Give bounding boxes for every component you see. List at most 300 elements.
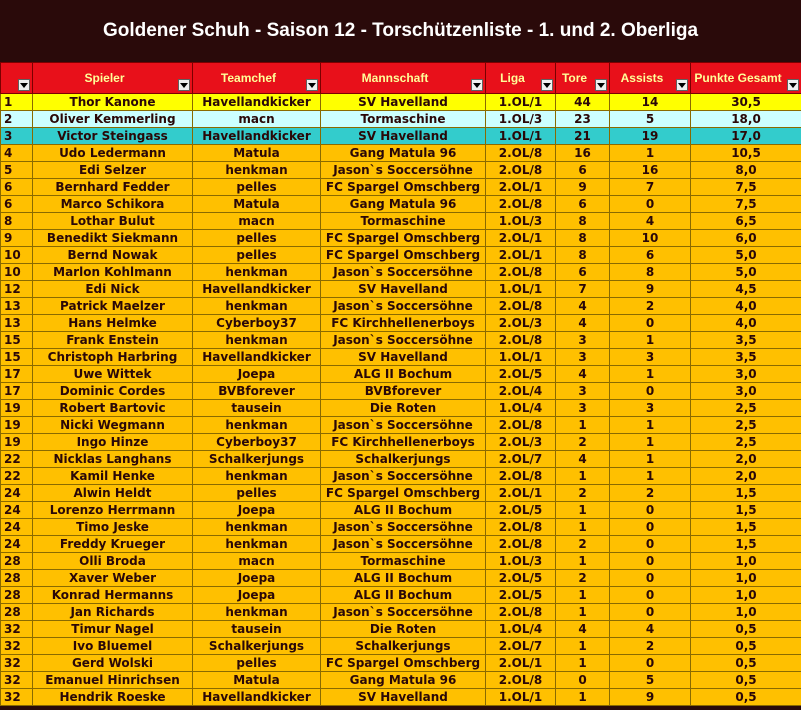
cell-mannschaft: ALG II Bochum — [321, 502, 486, 519]
cell-assists: 4 — [610, 621, 691, 638]
cell-punkte: 17,0 — [691, 128, 801, 145]
cell-spieler: Victor Steingass — [33, 128, 193, 145]
cell-liga: 2.OL/8 — [486, 519, 556, 536]
cell-assists: 9 — [610, 689, 691, 706]
cell-liga: 2.OL/1 — [486, 655, 556, 672]
cell-punkte: 2,0 — [691, 468, 801, 485]
cell-assists: 2 — [610, 298, 691, 315]
cell-teamchef: pelles — [193, 230, 321, 247]
cell-liga: 2.OL/8 — [486, 672, 556, 689]
table-row — [1, 519, 801, 536]
table-row — [1, 468, 801, 485]
filter-dropdown-icon[interactable] — [541, 79, 553, 91]
cell-assists: 4 — [610, 213, 691, 230]
cell-punkte: 1,0 — [691, 570, 801, 587]
table-row — [1, 264, 801, 281]
table-row — [1, 128, 801, 145]
table-row — [1, 94, 801, 111]
cell-tore: 4 — [556, 621, 610, 638]
cell-punkte: 1,5 — [691, 485, 801, 502]
cell-rank: 13 — [1, 315, 33, 332]
cell-mannschaft: Jason`s Soccersöhne — [321, 417, 486, 434]
cell-tore: 1 — [556, 502, 610, 519]
cell-punkte: 30,5 — [691, 94, 801, 111]
cell-spieler: Gerd Wolski — [33, 655, 193, 672]
cell-spieler: Kamil Henke — [33, 468, 193, 485]
cell-punkte: 0,5 — [691, 689, 801, 706]
cell-rank: 3 — [1, 128, 33, 145]
cell-spieler: Edi Nick — [33, 281, 193, 298]
cell-liga: 2.OL/8 — [486, 145, 556, 162]
cell-spieler: Bernhard Fedder — [33, 179, 193, 196]
cell-rank: 6 — [1, 196, 33, 213]
filter-dropdown-icon[interactable] — [471, 79, 483, 91]
page-title: Goldener Schuh - Saison 12 - Torschützenliste - 1. und 2. Oberliga — [0, 0, 801, 62]
cell-punkte: 0,5 — [691, 621, 801, 638]
cell-rank: 15 — [1, 332, 33, 349]
cell-spieler: Ingo Hinze — [33, 434, 193, 451]
cell-spieler: Dominic Cordes — [33, 383, 193, 400]
cell-assists: 0 — [610, 519, 691, 536]
cell-spieler: Lothar Bulut — [33, 213, 193, 230]
table-row — [1, 485, 801, 502]
cell-spieler: Robert Bartovic — [33, 400, 193, 417]
cell-punkte: 2,5 — [691, 434, 801, 451]
cell-teamchef: pelles — [193, 179, 321, 196]
cell-mannschaft: Jason`s Soccersöhne — [321, 162, 486, 179]
cell-assists: 1 — [610, 332, 691, 349]
table-row — [1, 111, 801, 128]
cell-liga: 1.OL/3 — [486, 553, 556, 570]
cell-teamchef: BVBforever — [193, 383, 321, 400]
cell-rank: 32 — [1, 638, 33, 655]
cell-liga: 1.OL/4 — [486, 621, 556, 638]
cell-rank: 6 — [1, 179, 33, 196]
column-header-mannschaft-label: Mannschaft — [361, 71, 429, 85]
cell-mannschaft: FC Kirchhellenerboys — [321, 434, 486, 451]
table-row — [1, 383, 801, 400]
cell-mannschaft: SV Havelland — [321, 128, 486, 145]
cell-liga: 2.OL/8 — [486, 298, 556, 315]
cell-tore: 2 — [556, 570, 610, 587]
cell-rank: 17 — [1, 383, 33, 400]
column-header-rank — [1, 63, 33, 94]
cell-tore: 9 — [556, 179, 610, 196]
cell-teamchef: pelles — [193, 247, 321, 264]
cell-assists: 3 — [610, 349, 691, 366]
cell-mannschaft: Die Roten — [321, 400, 486, 417]
cell-punkte: 2,5 — [691, 417, 801, 434]
cell-teamchef: henkman — [193, 332, 321, 349]
column-header-tore — [556, 63, 610, 94]
cell-punkte: 0,5 — [691, 655, 801, 672]
cell-mannschaft: FC Spargel Omschberg — [321, 230, 486, 247]
cell-tore: 6 — [556, 264, 610, 281]
cell-tore: 8 — [556, 213, 610, 230]
cell-assists: 0 — [610, 502, 691, 519]
cell-rank: 1 — [1, 94, 33, 111]
cell-liga: 1.OL/1 — [486, 349, 556, 366]
cell-rank: 32 — [1, 689, 33, 706]
cell-punkte: 4,0 — [691, 315, 801, 332]
cell-punkte: 0,5 — [691, 638, 801, 655]
cell-assists: 0 — [610, 553, 691, 570]
cell-rank: 28 — [1, 604, 33, 621]
cell-teamchef: Havellandkicker — [193, 94, 321, 111]
cell-spieler: Benedikt Siekmann — [33, 230, 193, 247]
cell-rank: 2 — [1, 111, 33, 128]
cell-assists: 2 — [610, 638, 691, 655]
cell-liga: 2.OL/8 — [486, 196, 556, 213]
cell-liga: 1.OL/1 — [486, 94, 556, 111]
column-header-mannschaft — [321, 63, 486, 94]
cell-spieler: Thor Kanone — [33, 94, 193, 111]
cell-liga: 2.OL/5 — [486, 570, 556, 587]
cell-assists: 3 — [610, 400, 691, 417]
cell-liga: 2.OL/1 — [486, 247, 556, 264]
cell-tore: 1 — [556, 519, 610, 536]
cell-mannschaft: ALG II Bochum — [321, 366, 486, 383]
cell-mannschaft: Gang Matula 96 — [321, 196, 486, 213]
table-row — [1, 570, 801, 587]
cell-punkte: 3,5 — [691, 349, 801, 366]
cell-teamchef: Schalkerjungs — [193, 451, 321, 468]
cell-mannschaft: Jason`s Soccersöhne — [321, 519, 486, 536]
cell-liga: 2.OL/8 — [486, 468, 556, 485]
cell-tore: 2 — [556, 485, 610, 502]
cell-spieler: Ivo Bluemel — [33, 638, 193, 655]
cell-liga: 2.OL/5 — [486, 587, 556, 604]
cell-spieler: Frank Enstein — [33, 332, 193, 349]
cell-rank: 32 — [1, 621, 33, 638]
cell-tore: 4 — [556, 298, 610, 315]
cell-tore: 1 — [556, 655, 610, 672]
cell-tore: 44 — [556, 94, 610, 111]
cell-assists: 6 — [610, 247, 691, 264]
cell-liga: 1.OL/1 — [486, 689, 556, 706]
column-header-assists — [610, 63, 691, 94]
cell-tore: 1 — [556, 468, 610, 485]
cell-spieler: Patrick Maelzer — [33, 298, 193, 315]
cell-tore: 1 — [556, 553, 610, 570]
table-row — [1, 604, 801, 621]
cell-tore: 21 — [556, 128, 610, 145]
cell-liga: 2.OL/8 — [486, 162, 556, 179]
table-row — [1, 400, 801, 417]
cell-liga: 2.OL/8 — [486, 332, 556, 349]
cell-spieler: Olli Broda — [33, 553, 193, 570]
cell-teamchef: macn — [193, 553, 321, 570]
cell-liga: 2.OL/8 — [486, 604, 556, 621]
table-row — [1, 536, 801, 553]
cell-assists: 0 — [610, 196, 691, 213]
cell-spieler: Jan Richards — [33, 604, 193, 621]
cell-spieler: Marlon Kohlmann — [33, 264, 193, 281]
cell-spieler: Konrad Hermanns — [33, 587, 193, 604]
cell-punkte: 1,0 — [691, 553, 801, 570]
cell-punkte: 4,0 — [691, 298, 801, 315]
cell-assists: 0 — [610, 587, 691, 604]
cell-tore: 6 — [556, 196, 610, 213]
cell-rank: 19 — [1, 434, 33, 451]
cell-teamchef: henkman — [193, 519, 321, 536]
cell-mannschaft: SV Havelland — [321, 689, 486, 706]
cell-tore: 7 — [556, 281, 610, 298]
cell-tore: 2 — [556, 434, 610, 451]
cell-assists: 19 — [610, 128, 691, 145]
cell-mannschaft: Jason`s Soccersöhne — [321, 332, 486, 349]
cell-teamchef: Havellandkicker — [193, 689, 321, 706]
cell-mannschaft: FC Spargel Omschberg — [321, 179, 486, 196]
filter-dropdown-icon[interactable] — [18, 79, 30, 91]
cell-assists: 1 — [610, 366, 691, 383]
cell-tore: 4 — [556, 366, 610, 383]
cell-liga: 2.OL/7 — [486, 638, 556, 655]
cell-rank: 19 — [1, 400, 33, 417]
cell-teamchef: Matula — [193, 672, 321, 689]
table-row — [1, 451, 801, 468]
cell-tore: 1 — [556, 689, 610, 706]
table-row — [1, 672, 801, 689]
cell-mannschaft: Jason`s Soccersöhne — [321, 264, 486, 281]
cell-tore: 3 — [556, 383, 610, 400]
cell-tore: 3 — [556, 400, 610, 417]
cell-tore: 8 — [556, 247, 610, 264]
cell-mannschaft: BVBforever — [321, 383, 486, 400]
cell-teamchef: henkman — [193, 536, 321, 553]
cell-punkte: 2,5 — [691, 400, 801, 417]
cell-teamchef: henkman — [193, 162, 321, 179]
cell-teamchef: henkman — [193, 264, 321, 281]
column-header-liga-label: Liga — [500, 71, 525, 85]
cell-mannschaft: Tormaschine — [321, 111, 486, 128]
cell-assists: 1 — [610, 417, 691, 434]
cell-rank: 24 — [1, 519, 33, 536]
column-header-punkte — [691, 63, 801, 94]
cell-assists: 1 — [610, 434, 691, 451]
filter-dropdown-icon[interactable] — [595, 79, 607, 91]
filter-dropdown-icon[interactable] — [787, 79, 799, 91]
scorer-table — [0, 62, 801, 706]
column-header-liga — [486, 63, 556, 94]
cell-mannschaft: Jason`s Soccersöhne — [321, 604, 486, 621]
table-row — [1, 434, 801, 451]
filter-dropdown-icon[interactable] — [306, 79, 318, 91]
cell-assists: 10 — [610, 230, 691, 247]
cell-spieler: Nicki Wegmann — [33, 417, 193, 434]
cell-punkte: 6,0 — [691, 230, 801, 247]
cell-liga: 2.OL/4 — [486, 383, 556, 400]
cell-tore: 4 — [556, 451, 610, 468]
table-row — [1, 230, 801, 247]
cell-rank: 32 — [1, 672, 33, 689]
cell-spieler: Timo Jeske — [33, 519, 193, 536]
cell-punkte: 4,5 — [691, 281, 801, 298]
column-header-teamchef-label: Teamchef — [220, 71, 277, 85]
cell-punkte: 18,0 — [691, 111, 801, 128]
column-header-punkte-label: Punkte Gesamt — [694, 71, 782, 85]
cell-mannschaft: Tormaschine — [321, 553, 486, 570]
cell-mannschaft: Jason`s Soccersöhne — [321, 468, 486, 485]
table-row — [1, 247, 801, 264]
table-row — [1, 553, 801, 570]
table-row — [1, 213, 801, 230]
table-row — [1, 366, 801, 383]
cell-mannschaft: Schalkerjungs — [321, 451, 486, 468]
cell-spieler: Oliver Kemmerling — [33, 111, 193, 128]
cell-spieler: Bernd Nowak — [33, 247, 193, 264]
cell-spieler: Nicklas Langhans — [33, 451, 193, 468]
cell-mannschaft: Die Roten — [321, 621, 486, 638]
cell-teamchef: Schalkerjungs — [193, 638, 321, 655]
cell-spieler: Hans Helmke — [33, 315, 193, 332]
cell-assists: 0 — [610, 536, 691, 553]
cell-punkte: 1,5 — [691, 536, 801, 553]
cell-punkte: 2,0 — [691, 451, 801, 468]
cell-punkte: 7,5 — [691, 179, 801, 196]
cell-assists: 0 — [610, 570, 691, 587]
cell-teamchef: Cyberboy37 — [193, 434, 321, 451]
cell-liga: 2.OL/1 — [486, 179, 556, 196]
cell-assists: 1 — [610, 468, 691, 485]
cell-punkte: 3,5 — [691, 332, 801, 349]
cell-teamchef: tausein — [193, 621, 321, 638]
cell-spieler: Lorenzo Herrmann — [33, 502, 193, 519]
table-row — [1, 179, 801, 196]
table-row — [1, 332, 801, 349]
table-row — [1, 689, 801, 706]
cell-assists: 8 — [610, 264, 691, 281]
filter-dropdown-icon[interactable] — [676, 79, 688, 91]
cell-spieler: Hendrik Roeske — [33, 689, 193, 706]
cell-tore: 2 — [556, 536, 610, 553]
cell-teamchef: henkman — [193, 604, 321, 621]
cell-rank: 24 — [1, 536, 33, 553]
cell-tore: 8 — [556, 230, 610, 247]
cell-liga: 1.OL/3 — [486, 213, 556, 230]
table-row — [1, 298, 801, 315]
cell-teamchef: Joepa — [193, 366, 321, 383]
cell-assists: 16 — [610, 162, 691, 179]
cell-teamchef: henkman — [193, 417, 321, 434]
cell-mannschaft: FC Spargel Omschberg — [321, 485, 486, 502]
cell-assists: 14 — [610, 94, 691, 111]
column-header-spieler — [33, 63, 193, 94]
cell-liga: 2.OL/7 — [486, 451, 556, 468]
cell-liga: 1.OL/1 — [486, 128, 556, 145]
cell-punkte: 0,5 — [691, 672, 801, 689]
column-header-tore-label: Tore — [561, 71, 588, 85]
cell-spieler: Udo Ledermann — [33, 145, 193, 162]
table-body — [1, 94, 801, 706]
cell-punkte: 1,0 — [691, 604, 801, 621]
cell-tore: 23 — [556, 111, 610, 128]
cell-rank: 17 — [1, 366, 33, 383]
cell-punkte: 3,0 — [691, 383, 801, 400]
cell-teamchef: macn — [193, 213, 321, 230]
cell-spieler: Emanuel Hinrichsen — [33, 672, 193, 689]
cell-teamchef: Cyberboy37 — [193, 315, 321, 332]
cell-liga: 1.OL/4 — [486, 400, 556, 417]
cell-rank: 13 — [1, 298, 33, 315]
cell-rank: 10 — [1, 264, 33, 281]
cell-assists: 5 — [610, 111, 691, 128]
cell-teamchef: Havellandkicker — [193, 281, 321, 298]
cell-liga: 2.OL/1 — [486, 230, 556, 247]
cell-liga: 1.OL/1 — [486, 281, 556, 298]
cell-teamchef: Havellandkicker — [193, 128, 321, 145]
cell-rank: 9 — [1, 230, 33, 247]
cell-liga: 2.OL/3 — [486, 434, 556, 451]
table-row — [1, 587, 801, 604]
cell-tore: 1 — [556, 417, 610, 434]
cell-tore: 3 — [556, 332, 610, 349]
cell-spieler: Uwe Wittek — [33, 366, 193, 383]
cell-rank: 22 — [1, 468, 33, 485]
cell-teamchef: tausein — [193, 400, 321, 417]
column-header-teamchef — [193, 63, 321, 94]
cell-assists: 0 — [610, 383, 691, 400]
cell-mannschaft: ALG II Bochum — [321, 570, 486, 587]
cell-mannschaft: Gang Matula 96 — [321, 145, 486, 162]
cell-rank: 8 — [1, 213, 33, 230]
cell-teamchef: Joepa — [193, 570, 321, 587]
cell-rank: 28 — [1, 570, 33, 587]
cell-teamchef: henkman — [193, 298, 321, 315]
cell-punkte: 5,0 — [691, 247, 801, 264]
cell-assists: 2 — [610, 485, 691, 502]
cell-punkte: 3,0 — [691, 366, 801, 383]
cell-teamchef: Joepa — [193, 587, 321, 604]
filter-dropdown-icon[interactable] — [178, 79, 190, 91]
cell-mannschaft: Gang Matula 96 — [321, 672, 486, 689]
cell-mannschaft: SV Havelland — [321, 94, 486, 111]
cell-liga: 2.OL/8 — [486, 264, 556, 281]
cell-spieler: Marco Schikora — [33, 196, 193, 213]
cell-rank: 28 — [1, 553, 33, 570]
table-row — [1, 621, 801, 638]
cell-mannschaft: SV Havelland — [321, 349, 486, 366]
cell-assists: 1 — [610, 451, 691, 468]
cell-liga: 2.OL/8 — [486, 417, 556, 434]
cell-liga: 1.OL/3 — [486, 111, 556, 128]
cell-assists: 5 — [610, 672, 691, 689]
cell-assists: 9 — [610, 281, 691, 298]
cell-mannschaft: Jason`s Soccersöhne — [321, 536, 486, 553]
cell-teamchef: pelles — [193, 655, 321, 672]
cell-rank: 32 — [1, 655, 33, 672]
cell-assists: 0 — [610, 604, 691, 621]
table-row — [1, 349, 801, 366]
cell-tore: 1 — [556, 604, 610, 621]
cell-punkte: 1,5 — [691, 519, 801, 536]
cell-teamchef: macn — [193, 111, 321, 128]
cell-spieler: Freddy Krueger — [33, 536, 193, 553]
cell-tore: 3 — [556, 349, 610, 366]
cell-tore: 4 — [556, 315, 610, 332]
cell-assists: 7 — [610, 179, 691, 196]
table-row — [1, 638, 801, 655]
table-row — [1, 417, 801, 434]
cell-liga: 2.OL/5 — [486, 502, 556, 519]
table-row — [1, 655, 801, 672]
column-header-assists-label: Assists — [620, 71, 664, 85]
cell-mannschaft: FC Kirchhellenerboys — [321, 315, 486, 332]
cell-assists: 1 — [610, 145, 691, 162]
table-row — [1, 196, 801, 213]
cell-tore: 1 — [556, 638, 610, 655]
cell-tore: 0 — [556, 672, 610, 689]
